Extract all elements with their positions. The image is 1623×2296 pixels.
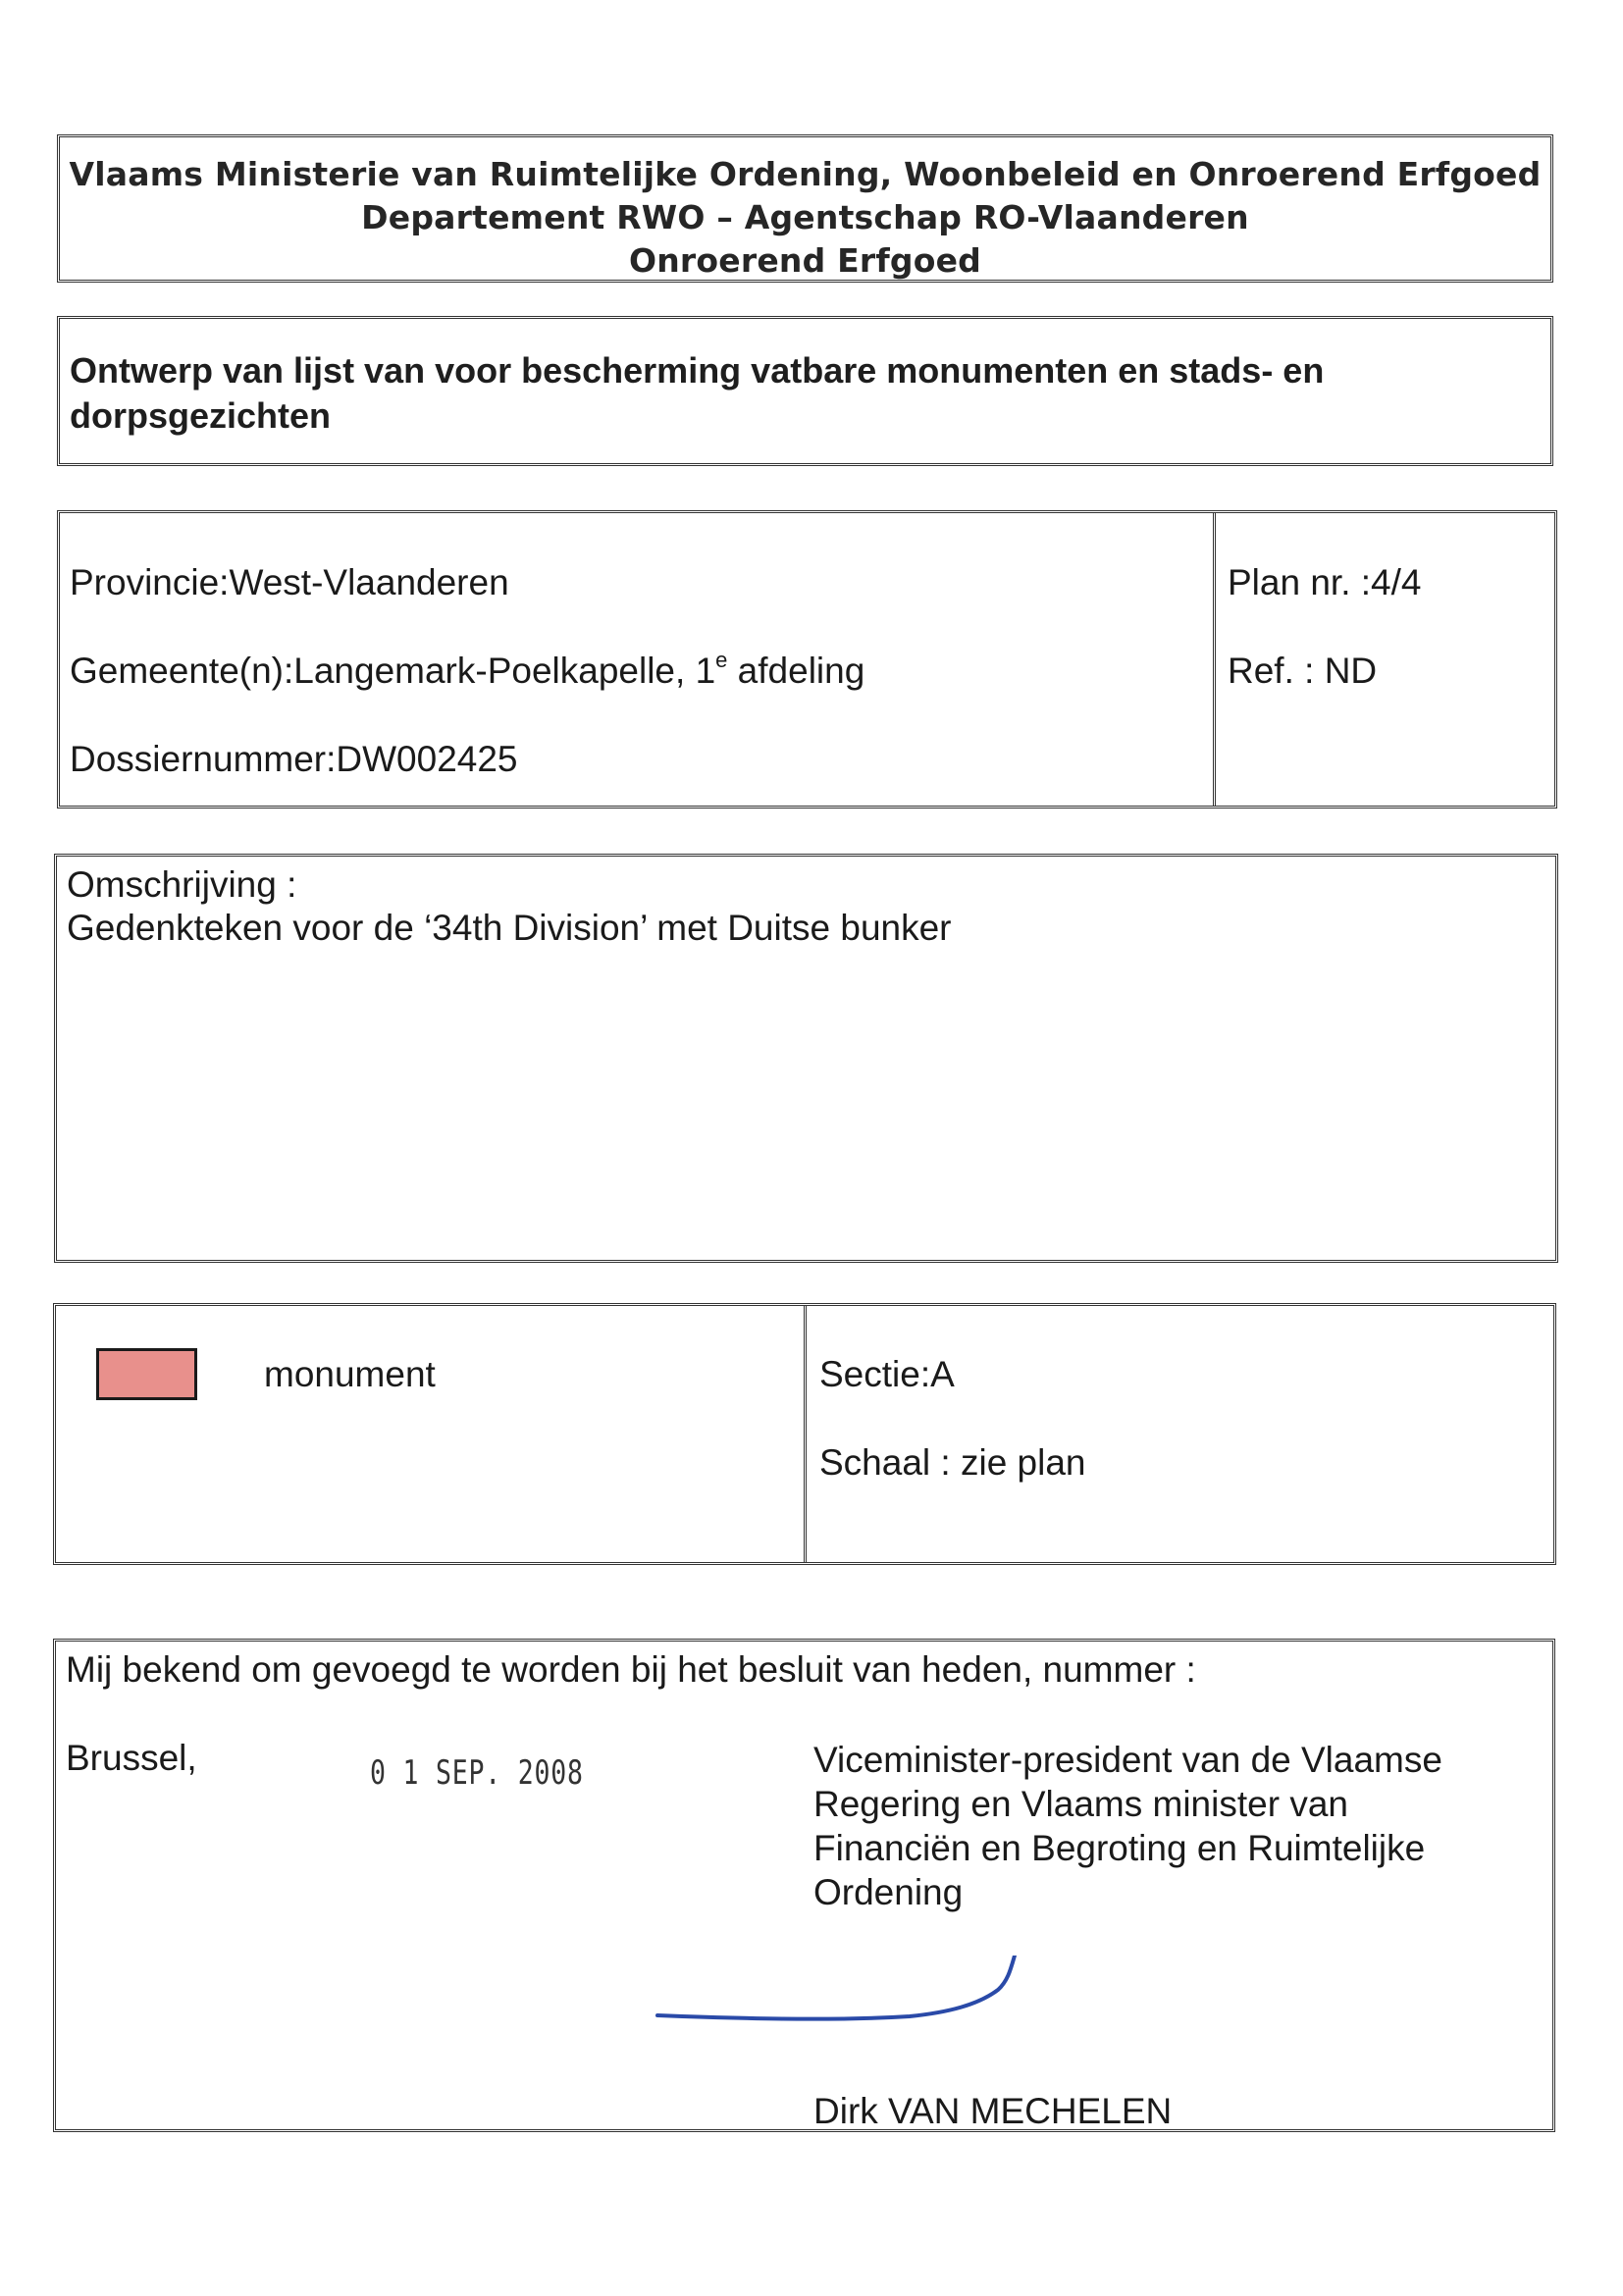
- ministry-name: Vlaams Ministerie van Ruimtelijke Ordening, Woonbeleid en Onroerend Erfgoed: [69, 155, 1542, 193]
- document-title-box: [57, 316, 1553, 466]
- reference-field: Ref. : ND: [1228, 651, 1378, 691]
- dossiernummer-field: Dossiernummer:DW002425: [70, 739, 518, 779]
- legend-box: [53, 1303, 1556, 1565]
- date-stamp: 0 1 SEP. 2008: [370, 1753, 584, 1793]
- agency-name: Onroerend Erfgoed: [628, 241, 981, 280]
- afdeling-label: afdeling: [727, 651, 865, 691]
- handwritten-signature: [654, 1956, 1126, 2083]
- official-title: Viceminister-president van de Vlaamse Regering en Vlaams minister van Financiën en Begroting en Ruimtelijke Ordening: [813, 1740, 1442, 1912]
- signature-box: [53, 1639, 1555, 2132]
- plan-number-field: Plan nr. :4/4: [1228, 562, 1422, 602]
- sectie-field: Sectie:A: [819, 1354, 955, 1394]
- signatory-name: Dirk VAN MECHELEN: [813, 2091, 1173, 2131]
- gemeente-field: [70, 648, 865, 692]
- provincie-field: Provincie:West-Vlaanderen: [70, 562, 509, 602]
- approval-statement: Mij bekend om gevoegd te worden bij het besluit van heden, nummer :: [66, 1649, 1196, 1690]
- department-name: Departement RWO – Agentschap RO-Vlaanderen: [361, 198, 1249, 236]
- ordinal-suffix: e: [715, 648, 728, 672]
- column-divider: [804, 1306, 807, 1562]
- description-text: Gedenkteken voor de ‘34th Division’ met Duitse bunker: [67, 908, 952, 948]
- ministry-header-box: [57, 134, 1553, 283]
- place-label: Brussel,: [66, 1738, 197, 1778]
- gemeente-value: Gemeente(n):Langemark-Poelkapelle, 1: [70, 651, 716, 691]
- document-title: Ontwerp van lijst van voor bescherming vatbare monumenten en stads- en dorpsgezichten: [70, 350, 1325, 436]
- location-info-box: [57, 510, 1557, 809]
- description-label: Omschrijving :: [67, 864, 297, 905]
- legend-label: monument: [264, 1354, 436, 1394]
- description-box: [54, 854, 1558, 1263]
- monument-color-swatch: [96, 1348, 197, 1400]
- column-divider: [1213, 513, 1216, 806]
- signature-stroke: [657, 1956, 1015, 2019]
- schaal-field: Schaal : zie plan: [819, 1442, 1086, 1483]
